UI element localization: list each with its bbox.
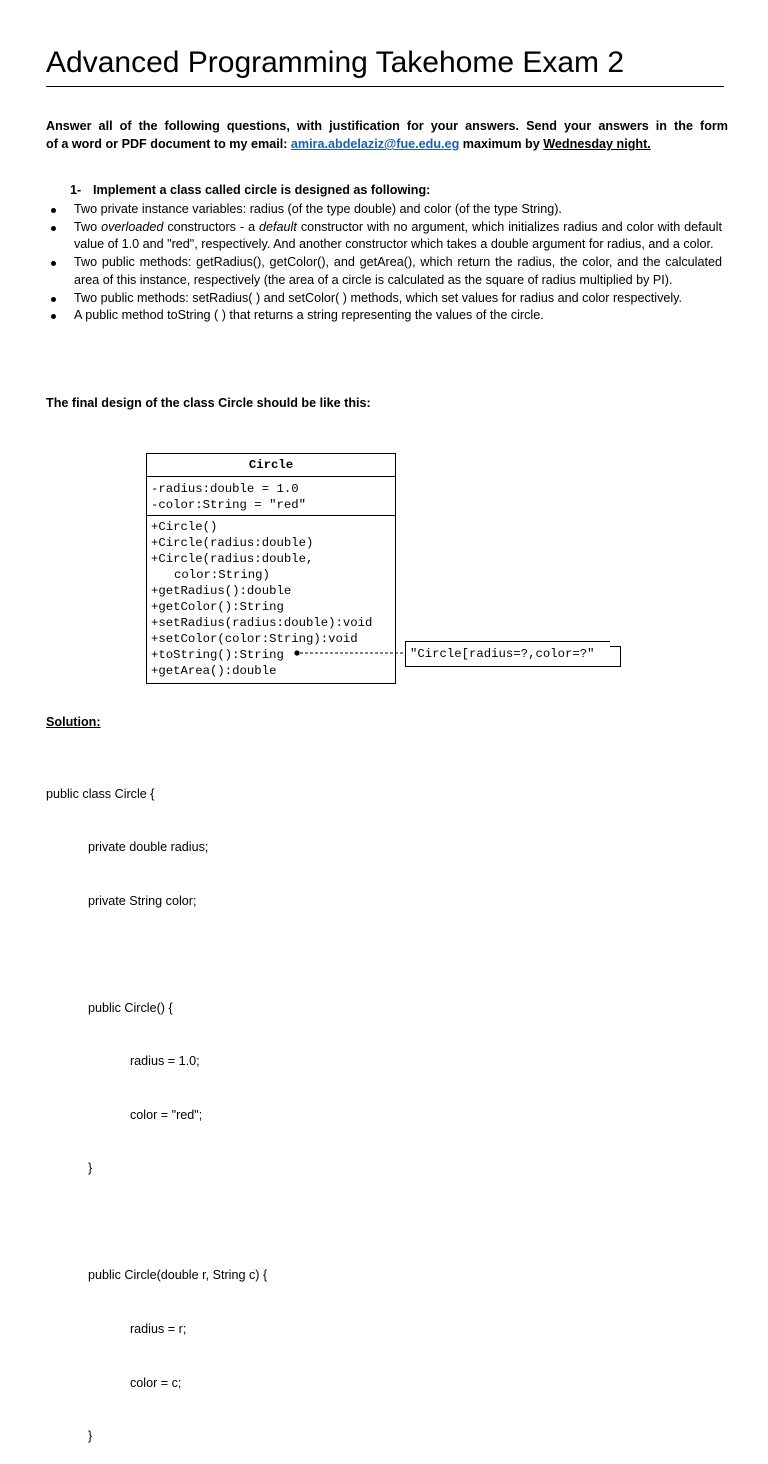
uml-note: "Circle[radius=?,color=?" [405, 641, 621, 667]
uml-note-connector [290, 646, 410, 660]
uml-method: +setColor(color:String):void [151, 632, 358, 646]
list-item-text-part: constructors - a [163, 219, 260, 234]
uml-method: +getColor():String [151, 600, 284, 614]
list-item-text: Two public methods: getRadius(), getColor(), and getArea(), which return the radius, the color, and the calculated area of this instance, respectively (the area of a circle is calculated as the square of radius multiplied by PI). [74, 255, 722, 287]
list-item [46, 201, 722, 219]
uml-method: +Circle(radius:double) [151, 536, 314, 550]
question-number: 1- [70, 183, 82, 197]
list-item [46, 307, 722, 325]
code-line: public Circle() { [46, 1000, 173, 1015]
uml-method: +getArea():double [151, 664, 277, 678]
bullet-icon [51, 297, 56, 302]
requirements-list [46, 201, 722, 325]
uml-method: +setRadius(radius:double):void [151, 616, 373, 630]
list-item-text: A public method toString ( ) that returns a string representing the values of the circle. [74, 308, 544, 323]
uml-method-continuation: color:String) [174, 568, 270, 582]
list-item-text [74, 219, 722, 254]
bullet-icon [51, 208, 56, 213]
page-title: Advanced Programming Takehome Exam 2 [46, 46, 625, 79]
bullet-icon [51, 314, 56, 319]
code-line: public class Circle { [46, 786, 155, 801]
list-item [46, 290, 722, 308]
uml-method: +toString():String [151, 648, 284, 662]
title-underline [46, 86, 724, 87]
bullet-icon [51, 226, 56, 231]
deadline-text: Wednesday night. [543, 137, 651, 151]
code-line: } [46, 1161, 93, 1176]
final-design-caption: The final design of the class Circle should be like this: [46, 396, 371, 410]
code-line [46, 946, 267, 964]
solution-heading: Solution: [46, 715, 101, 729]
email-link[interactable]: amira.abdelaziz@fue.edu.eg [290, 137, 460, 151]
code-line: radius = 1.0; [46, 1054, 200, 1069]
uml-method: +Circle() [151, 520, 218, 534]
solution-code [46, 750, 267, 1464]
list-item-text-part: Two [74, 219, 102, 234]
instructions-mid: maximum by [459, 137, 544, 151]
code-line [46, 1214, 267, 1232]
code-line: private double radius; [46, 840, 209, 855]
connector-dot-icon [294, 650, 299, 655]
list-item [46, 219, 722, 254]
instructions-prefix: of a word or PDF document to my email: [46, 137, 291, 151]
code-line: color = c; [46, 1375, 182, 1390]
list-item-text: Two private instance variables: radius (of the type double) and color (of the type String). [74, 202, 562, 216]
list-item-text-part: constructor with no argument, which initializes radius and color with default value of 1.0 and "red", respectively. And another constructor which takes a double argument for radius, and a color. [74, 219, 722, 252]
code-line: color = "red"; [46, 1107, 203, 1122]
code-line: public Circle(double r, String c) { [46, 1268, 268, 1283]
uml-note-corner [610, 640, 621, 647]
uml-attribute: -radius:double = 1.0 [151, 482, 299, 496]
emphasis-overloaded: overloaded [101, 219, 164, 234]
uml-method: +Circle(radius:double, [151, 552, 314, 566]
instructions-line-2 [46, 135, 728, 153]
uml-method: +getRadius():double [151, 584, 292, 598]
uml-class-name: Circle [147, 454, 395, 477]
code-line: private String color; [46, 893, 197, 908]
question-heading-text: Implement a class called circle is designed as following: [93, 183, 431, 197]
instructions-paragraph [46, 117, 728, 153]
list-item [46, 254, 722, 289]
instructions-line-1: Answer all of the following questions, with justification for your answers. Send your answers in the form [46, 119, 728, 133]
bullet-icon [51, 261, 56, 266]
code-line: radius = r; [46, 1322, 187, 1336]
emphasis-default: default [259, 219, 297, 234]
uml-attributes [147, 477, 395, 516]
question-heading [70, 183, 430, 197]
list-item-text: Two public methods: setRadius( ) and setColor( ) methods, which set values for radius and color respectively. [74, 290, 683, 305]
uml-attribute: -color:String = "red" [151, 498, 306, 512]
code-line: } [46, 1429, 93, 1444]
